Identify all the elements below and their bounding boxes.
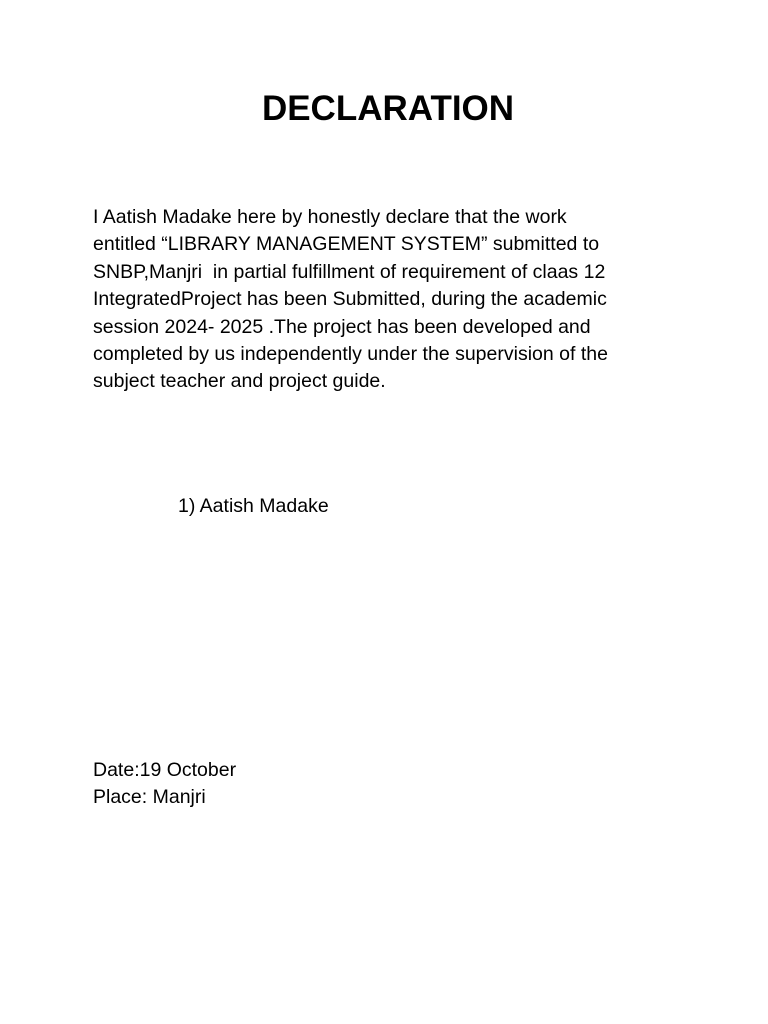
paragraph-line: subject teacher and project guide. [93, 370, 386, 393]
paragraph-line: completed by us independently under the supervision of the [93, 343, 608, 366]
declaration-paragraph [93, 204, 693, 396]
paragraph-line: I Aatish Madake here by honestly declare that the work [93, 206, 567, 228]
paragraph-line: session 2024- 2025 .The project has been developed and [93, 315, 591, 338]
place-line: Place: Manjri [93, 786, 206, 809]
page-title: DECLARATION [261, 89, 515, 128]
paragraph-line: IntegratedProject has been Submitted, during the academic [93, 288, 607, 311]
paragraph-line: entitled “LIBRARY MANAGEMENT SYSTEM” submitted to [93, 233, 600, 256]
paragraph-line: SNBP,Manjri in partial fulfillment of requirement of claas 12 [93, 260, 606, 283]
date-line: Date:19 October [93, 759, 237, 781]
date-place-block [93, 757, 236, 812]
signatory-name: 1) Aatish Madake [178, 495, 329, 517]
